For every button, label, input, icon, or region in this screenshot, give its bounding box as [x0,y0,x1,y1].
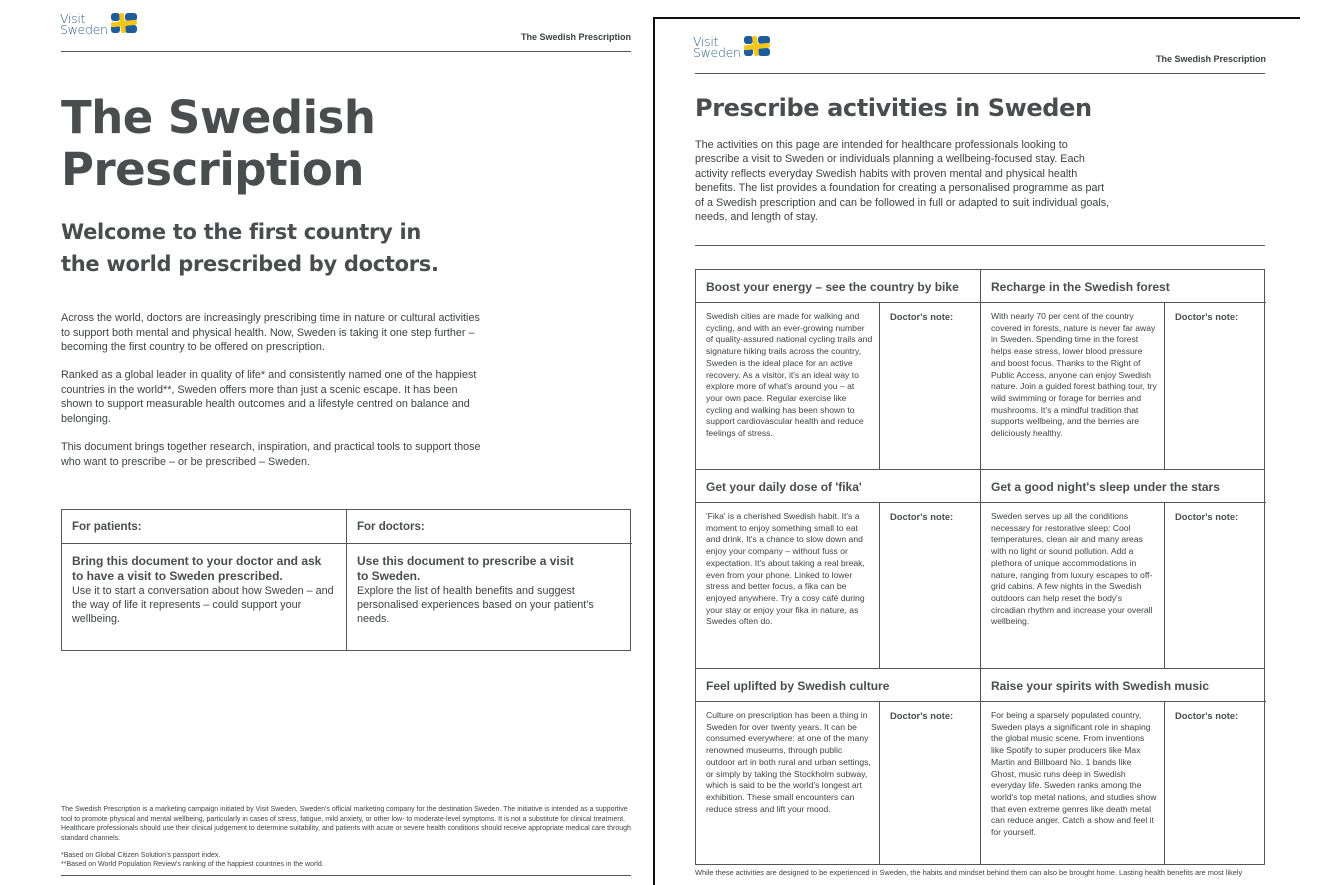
activity-description: With nearly 70 per cent of the country covered in forests, nature is never far away in Sweden. Spending time in the forest helps ease stress, lower blood pressure and boost focus. Thanks to the Right of Public Access, anyone can enjoy Swedish nature. Join a guided forest bathing tour, try wild swimming or forage for berries and mushrooms. It's a mindful tradition that supports wellbeing, and the berries are deliciously healthy. [981,303,1165,469]
swedish-flag-icon [111,13,137,33]
logo-text-sweden: Sweden [693,45,741,60]
doctors-heading: For doctors: [347,510,632,544]
page-title [61,92,375,196]
doctors-note-field[interactable]: Doctor's note: [1175,311,1239,322]
intro-paragraph: The activities on this page are intended for healthcare professionals looking to prescribe a visit to Sweden or individuals planning a wellbeing-focused stay. Each activity reflects everyday Swedish habits with proven mental and physical health benefits. The list provides a foundation for creating a personalised programme as part of a Swedish prescription and can be followed in full or adapted to suit individual goals, needs, and length of stay. [695,139,1110,224]
page-subtitle [61,216,439,280]
activity-card [696,270,981,469]
header-divider [61,51,631,52]
intro-paragraph-1: Across the world, doctors are increasingly prescribing time in nature or cultural activities to support both mental and physical health. Now, Sweden is taking it one step further – becoming the first country to be offered on prescription. [61,312,480,354]
activities-table [695,269,1265,865]
activities-row [696,270,1264,469]
page-title: Prescribe activities in Sweden [695,94,1092,122]
section-divider [695,245,1265,246]
doctors-description: Explore the list of health benefits and suggest personalised experiences based on your patient's needs. [357,585,594,625]
page-title-line-2: Prescription [61,143,364,196]
header-label: The Swedish Prescription [1156,54,1267,64]
header-label: The Swedish Prescription [520,32,631,42]
page-title-line-1: The Swedish [61,91,376,144]
activity-title: Get your daily dose of 'fika' [696,470,980,503]
patients-lead: Bring this document to your doctor and ask to have a visit to Sweden prescribed. [72,554,322,583]
page-subtitle-line-2: the world prescribed by doctors. [61,252,439,276]
patients-description: Use it to start a conversation about how Sweden – and the way of life it represents – could support your wellbeing. [72,585,334,625]
activity-card [981,270,1266,469]
doctors-lead: Use this document to prescribe a visit to Sweden. [357,554,574,583]
activities-row [696,668,1264,864]
activity-card [696,470,981,668]
activity-title: Feel uplifted by Swedish culture [696,669,980,702]
page-subtitle-line-1: Welcome to the first country in [61,220,422,244]
doctors-note-field[interactable]: Doctor's note: [1175,710,1239,721]
activity-description: 'Fika' is a cherished Swedish habit. It's a moment to enjoy something small to eat and drink. It's a chance to slow down and enjoy your company – without fuss or expectation. It's about taking a real break, even from your phone. Linked to lower stress and better focus, a fika can be enjoyed anywhere. Try a cosy café during your stay or enjoy your fika in nature, as Swedes often do. [696,503,880,668]
header-divider [695,73,1265,74]
visit-sweden-logo [693,36,770,58]
audience-table [61,509,631,651]
doctors-note-field[interactable]: Doctor's note: [890,311,954,322]
logo-text-visit: Visit [60,11,86,26]
activity-title: Recharge in the Swedish forest [981,270,1266,303]
logo-text-visit: Visit [693,34,719,49]
intro-paragraph-2: Ranked as a global leader in quality of life* and consistently named one of the happiest countries in the world**, Sweden offers more than just a scenic escape. It has been shown to support measurable health outcomes and a lifestyle centred on balance and belonging. [61,369,477,425]
patients-cell [62,544,347,651]
doctors-note-field[interactable]: Doctor's note: [890,511,954,522]
footnote-1: *Based on Global Citizen Solution's passport index. [61,852,221,859]
activity-card [981,470,1266,668]
patients-heading: For patients: [62,510,347,544]
doctors-note-field[interactable]: Doctor's note: [890,710,954,721]
document-page-activities [653,17,1300,885]
disclaimer-text: The Swedish Prescription is a marketing campaign initiated by Visit Sweden, Sweden's official marketing company for the destination Sweden. The initiative is intended as a supportive tool to promote physical and mental wellbeing, particularly in cases of stress, fatigue, mild anxiety, or other low- to moderate-level symptoms. It is not a substitute for clinical treatment. Healthcare professionals should use their clinical judgement to determine suitability, and patients with acute or severe health conditions should receive appropriate medical care through standard channels. [61,806,631,842]
activity-title: Boost your energy – see the country by bike [696,270,980,303]
swedish-flag-icon [744,36,770,56]
activity-card [696,669,981,864]
footer-divider [61,875,631,876]
closing-text: While these activities are designed to be experienced in Sweden, the habits and mindset behind them can also be brought home. Lasting health benefits are most likely [695,868,1243,877]
activity-description: Culture on prescription has been a thing in Sweden for over twenty years. It can be consumed everywhere: at one of the many renowned museums, through public outdoor art in both rural and urban settings, or simply by taking the Stockholm subway, which is said to be the world's longest art exhibition. These small encounters can reduce stress and lift your mood. [696,702,880,864]
activity-description: Sweden serves up all the conditions necessary for restorative sleep: Cool temperatures, clean air and many areas with no light or sound pollution. Add a plethora of unique accommodations in nature, ranging from luxury escapes to off-grid cabins. A few nights in the Swedish outdoors can help reset the body's circadian rhythm and increase your overall wellbeing. [981,503,1165,668]
document-page-cover [0,0,650,885]
footnotes [61,851,631,869]
footnote-2: **Based on World Population Review's ranking of the happiest countries in the world. [61,861,324,868]
activity-title: Raise your spirits with Swedish music [981,669,1266,702]
activities-row [696,469,1264,668]
intro-paragraph-3: This document brings together research, inspiration, and practical tools to support those who want to prescribe – or be prescribed – Sweden. [61,441,481,468]
doctors-note-field[interactable]: Doctor's note: [1175,511,1239,522]
activity-description: Swedish cities are made for walking and cycling, and with an ever-growing number of quality-assured national cycling trails and signature hiking trails across the country, Sweden is the ideal place for an active recovery. As a visitor, it's an ideal way to explore more of what's around you – at your own pace. Regular exercise like cycling and walking has been shown to support cardiovascular health and reduce feelings of stress. [696,303,880,469]
doctors-cell [347,544,632,651]
activity-card [981,669,1266,864]
activity-description: For being a sparsely populated country, Sweden plays a significant role in shaping the global music scene. From inventions like Spotify to super producers like Max Martin and Billboard No. 1 bands like Ghost, music runs deep in Swedish everyday life. Sweden ranks among the world's top metal nations, and studies show that even extreme genres like death metal can reduce anger. Catch a show and feel it for yourself. [981,702,1165,864]
logo-text-sweden: Sweden [60,22,108,37]
activity-title: Get a good night's sleep under the stars [981,470,1266,503]
visit-sweden-logo [60,13,137,35]
